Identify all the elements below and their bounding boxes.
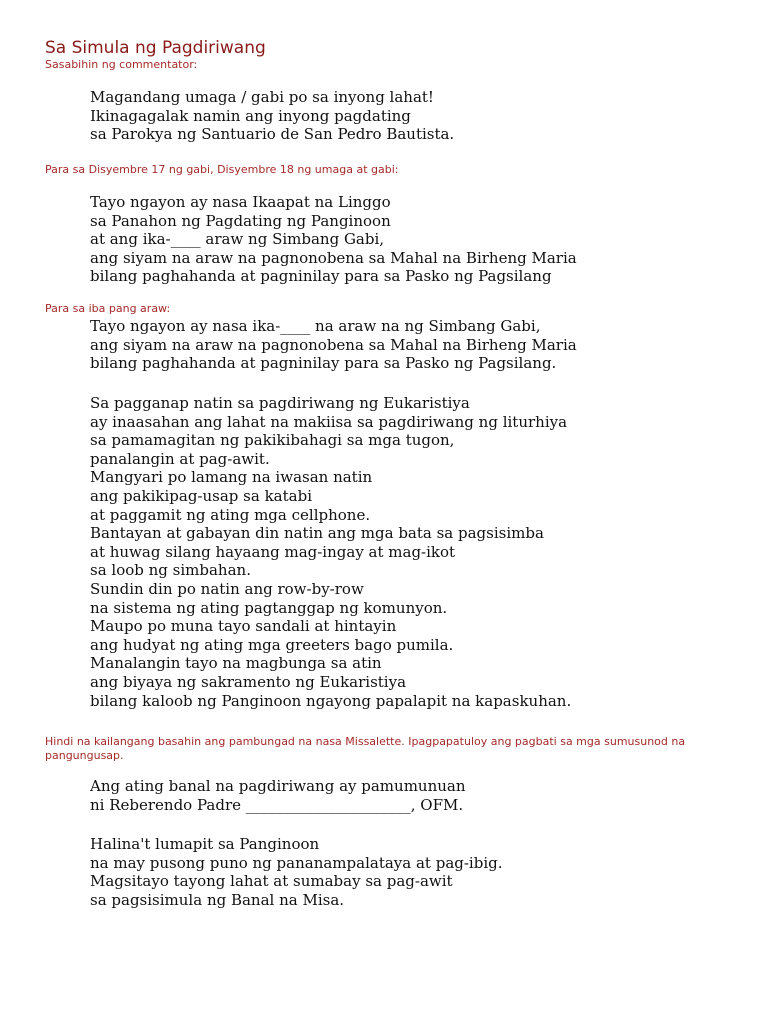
greeting-block xyxy=(90,88,454,144)
instructions-line: ay inaasahan ang lahat na makiisa sa pagdiriwang ng liturhiya xyxy=(90,412,568,431)
presider-line: Ang ating banal na pagdiriwang ay pamumunuan xyxy=(90,777,466,795)
dec17-line: at ang ika-____ araw ng Simbang Gabi, xyxy=(90,230,385,249)
presider-block xyxy=(90,777,466,814)
note-dec17: Para sa Disyembre 17 ng gabi, Disyembre 18 ng umaga at gabi: xyxy=(45,163,399,176)
instructions-line: at huwag silang hayaang mag-ingay at mag-ikot xyxy=(90,542,456,561)
instructions-line: ang pakikipag-usap sa katabi xyxy=(90,486,312,505)
instructions-line: sa loob ng simbahan. xyxy=(90,561,251,580)
greeting-line: Ikinagagalak namin ang inyong pagdating xyxy=(90,106,411,125)
instructions-line: Bantayan at gabayan din natin ang mga bata sa pagsisimba xyxy=(90,524,544,543)
instructions-line: Sundin din po natin ang row-by-row xyxy=(90,579,364,598)
greeting-line: Magandang umaga / gabi po sa inyong lahat! xyxy=(90,88,434,106)
presider-line: ni Reberendo Padre ______________________, OFM. xyxy=(90,795,464,814)
instructions-line: Sa pagganap natin sa pagdiriwang ng Eukaristiya xyxy=(90,394,470,412)
other-days-block xyxy=(90,317,577,373)
greeting-line: sa Parokya ng Santuario de San Pedro Bautista. xyxy=(90,125,455,144)
instructions-block xyxy=(90,394,571,710)
page-title: Sa Simula ng Pagdiriwang xyxy=(45,38,266,58)
instructions-line: at paggamit ng ating mga cellphone. xyxy=(90,505,371,524)
closing-line: Halina't lumapit sa Panginoon xyxy=(90,835,320,853)
instructions-line: Mangyari po lamang na iwasan natin xyxy=(90,468,373,487)
dec17-block xyxy=(90,193,577,286)
closing-line: sa pagsisimula ng Banal na Misa. xyxy=(90,890,345,909)
other-days-line: ang siyam na araw na pagnonobena sa Mahal na Birheng Maria xyxy=(90,335,577,354)
closing-line: Magsitayo tayong lahat at sumabay sa pag-awit xyxy=(90,872,453,891)
dec17-line: sa Panahon ng Pagdating ng Panginoon xyxy=(90,211,391,230)
instructions-line: na sistema ng ating pagtanggap ng komunyon. xyxy=(90,598,448,617)
note-other-days: Para sa iba pang araw: xyxy=(45,302,171,315)
instructions-line: panalangin at pag-awit. xyxy=(90,449,270,468)
instructions-line: Manalangin tayo na magbunga sa atin xyxy=(90,654,382,673)
instructions-line: ang biyaya ng sakramento ng Eukaristiya xyxy=(90,672,407,691)
instructions-line: ang hudyat ng ating mga greeters bago pumila. xyxy=(90,635,454,654)
other-days-line: Tayo ngayon ay nasa ika-____ na araw na ng Simbang Gabi, xyxy=(90,317,541,335)
dec17-line: ang siyam na araw na pagnonobena sa Mahal na Birheng Maria xyxy=(90,248,577,267)
closing-block xyxy=(90,835,503,909)
other-days-line: bilang paghahanda at pagninilay para sa Pasko ng Pagsilang. xyxy=(90,354,557,373)
instructions-line: Maupo po muna tayo sandali at hintayin xyxy=(90,617,397,636)
closing-line: na may pusong puno ng pananampalataya at pag-ibig. xyxy=(90,853,503,872)
note-commentator: Sasabihin ng commentator: xyxy=(45,58,198,71)
instructions-line: sa pamamagitan ng pakikibahagi sa mga tugon, xyxy=(90,431,455,450)
dec17-line: bilang paghahanda at pagninilay para sa Pasko ng Pagsilang xyxy=(90,267,552,286)
note-missalette: Hindi na kailangang basahin ang pambungad na nasa Missalette. Ipagpapatuloy ang pagbati sa mga sumusunod na pangungusap. xyxy=(45,735,686,762)
dec17-line: Tayo ngayon ay nasa Ikaapat na Linggo xyxy=(90,193,391,211)
instructions-line: bilang kaloob ng Panginoon ngayong papalapit na kapaskuhan. xyxy=(90,691,572,710)
